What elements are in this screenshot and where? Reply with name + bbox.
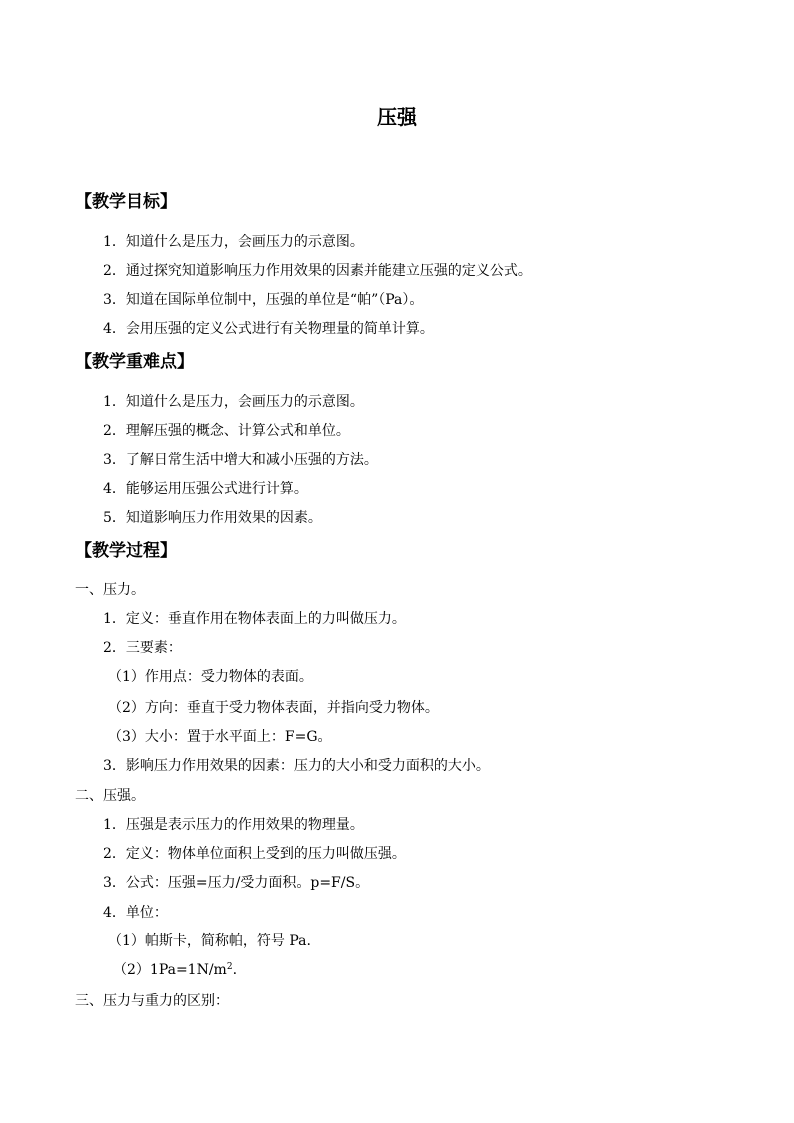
keypoint-item: 4．能够运用压强公式进行计算。 [103,481,308,497]
keypoint-item: 3．了解日常生活中增大和减小压强的方法。 [103,452,378,468]
process-subitem: （1）作用点：受力物体的表面。 [108,669,313,685]
process-item: 1．压强是表示压力的作用效果的物理量。 [103,817,364,833]
process-item: 2．定义：物体单位面积上受到的压力叫做压强。 [103,846,406,862]
section-heading-goals: 【教学目标】 [75,192,177,212]
process-subitem: （1）帕斯卡，简称帕，符号 Pa. [108,933,311,949]
process-item: 1．定义：垂直作用在物体表面上的力叫做压力。 [103,611,406,627]
unit-formula-end: . [232,962,238,978]
goal-item: 4．会用压强的定义公式进行有关物理量的简单计算。 [103,321,434,337]
page-title: 压强 [377,105,417,129]
unit-formula-text: （2）1Pa=1N/m [113,962,227,978]
part-title-pressure-force: 一、压力。 [75,582,145,598]
process-item: 2．三要素： [103,640,182,656]
process-item: 3．公式：压强=压力/受力面积。p=F/S。 [103,875,370,891]
goal-item: 2．通过探究知道影响压力作用效果的因素并能建立压强的定义公式。 [103,263,532,279]
process-subitem: （3）大小：置于水平面上：F=G。 [108,729,332,745]
goal-item: 3．知道在国际单位制中，压强的单位是“帕”（Pa）。 [103,292,424,308]
section-heading-process: 【教学过程】 [75,541,177,561]
part-title-difference: 三、压力与重力的区别： [75,993,229,1009]
process-item: 4．单位： [103,905,168,921]
keypoint-item: 1．知道什么是压力，会画压力的示意图。 [103,394,364,410]
process-item: 3．影响压力作用效果的因素：压力的大小和受力面积的大小。 [103,758,490,774]
part-title-pressure: 二、压强。 [75,788,145,804]
goal-item: 1．知道什么是压力，会画压力的示意图。 [103,234,364,250]
section-heading-keypoints: 【教学重难点】 [75,352,194,372]
unit-exponent: 2 [226,962,233,972]
process-subitem-unit [113,960,237,980]
keypoint-item: 5．知道影响压力作用效果的因素。 [103,510,322,526]
process-subitem: （2）方向：垂直于受力物体表面，并指向受力物体。 [108,700,439,716]
keypoint-item: 2．理解压强的概念、计算公式和单位。 [103,423,350,439]
